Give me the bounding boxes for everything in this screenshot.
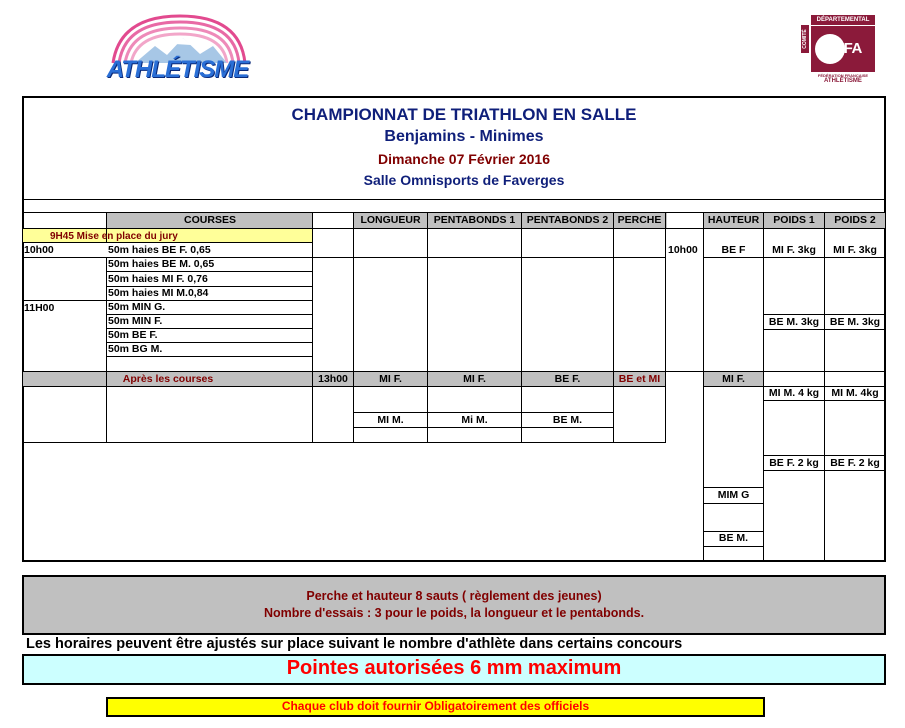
header-longueur: LONGUEUR (360, 214, 421, 226)
race-item: 50m BG M. (108, 343, 163, 355)
time-11h00: 11H00 (24, 302, 55, 314)
pentabonds2-slot: BE F. (554, 373, 581, 385)
perche-slot: BE et MI (618, 373, 661, 385)
apres-courses: Après les courses (122, 373, 214, 385)
pentabonds1-slot: Mi M. (461, 414, 488, 426)
header-pentabonds2: PENTABONDS 2 (526, 214, 609, 226)
hauteur-slot: MI F. (722, 373, 745, 385)
poids1-slot: BE F. 2 kg (769, 457, 819, 469)
time-13h00: 13h00 (318, 373, 348, 385)
hauteur-slot: BE F (721, 244, 746, 256)
notes-line1: Perche et hauteur 8 sauts ( règlement des jeunes) (306, 589, 602, 603)
pentabonds1-slot: MI F. (463, 373, 486, 385)
poids2-slot: MI F. 3kg (833, 244, 877, 256)
ffa-mark-icon (811, 26, 875, 72)
header-hauteur: HAUTEUR (707, 214, 760, 226)
race-item: 50m MIN G. (108, 301, 166, 313)
logo-sub2: ATHLÉTISME (824, 78, 862, 84)
longueur-slot: MI M. (377, 414, 404, 426)
hauteur-slot: MIM G (717, 489, 750, 501)
logo-top-label: DÉPARTEMENTAL (811, 15, 875, 25)
ffa-mark-text: FFA (835, 40, 862, 57)
race-item: 50m haies BE F. 0,65 (108, 244, 211, 256)
poids1-slot: MI F. 3kg (772, 244, 816, 256)
logo-sub1: FÉDÉRATION FRANÇAISE (817, 73, 869, 78)
hauteur-slot: BE M. (718, 532, 749, 544)
header-courses: COURSES (184, 214, 236, 226)
horaires-note: Les horaires peuvent être ajustés sur place suivant le nombre d'athlète dans certains concours (26, 636, 683, 652)
header-poids2: POIDS 2 (834, 214, 876, 226)
poids1-slot: BE M. 3kg (768, 316, 820, 328)
longueur-slot: MI F. (379, 373, 402, 385)
poids2-slot: BE M. 3kg (829, 316, 881, 328)
jury-setup: 9H45 Mise en place du jury (50, 231, 178, 242)
venue: Salle Omnisports de Faverges (363, 172, 565, 188)
officiels-note: Chaque club doit fournir Obligatoirement des officiels (281, 699, 590, 713)
header-pentabonds1: PENTABONDS 1 (433, 214, 516, 226)
athletisme-logo (105, 8, 250, 93)
ffa-logo (799, 15, 875, 86)
date: Dimanche 07 Février 2016 (378, 151, 550, 167)
title: CHAMPIONNAT DE TRIATHLON EN SALLE (291, 105, 637, 124)
race-item: 50m haies MI F. 0,76 (108, 273, 208, 285)
poids1-slot: MI M. 4 kg (768, 387, 820, 399)
pentabonds2-slot: BE M. (552, 414, 583, 426)
poids2-slot: MI M. 4kg (831, 387, 879, 399)
hauteur-time: 10h00 (668, 244, 698, 256)
subtitle: Benjamins - Minimes (384, 128, 544, 145)
header-perche: PERCHE (617, 214, 662, 226)
notes-line2: Nombre d'essais : 3 pour le poids, la longueur et le pentabonds. (263, 606, 645, 620)
poids2-slot: BE F. 2 kg (830, 457, 880, 469)
race-item: 50m MIN F. (108, 315, 163, 327)
header-poids1: POIDS 1 (773, 214, 815, 226)
notes-box (22, 575, 886, 635)
pointes-note: Pointes autorisées 6 mm maximum (286, 657, 622, 679)
race-item: 50m haies MI M.0,84 (108, 287, 209, 299)
race-item: 50m BE F. (108, 329, 158, 341)
logo-side-label: COMITÉ (801, 25, 809, 53)
race-item: 50m haies BE M. 0,65 (108, 258, 215, 270)
logo-text: ATHLÉTISME (106, 56, 249, 83)
time-10h00: 10h00 (24, 244, 54, 256)
